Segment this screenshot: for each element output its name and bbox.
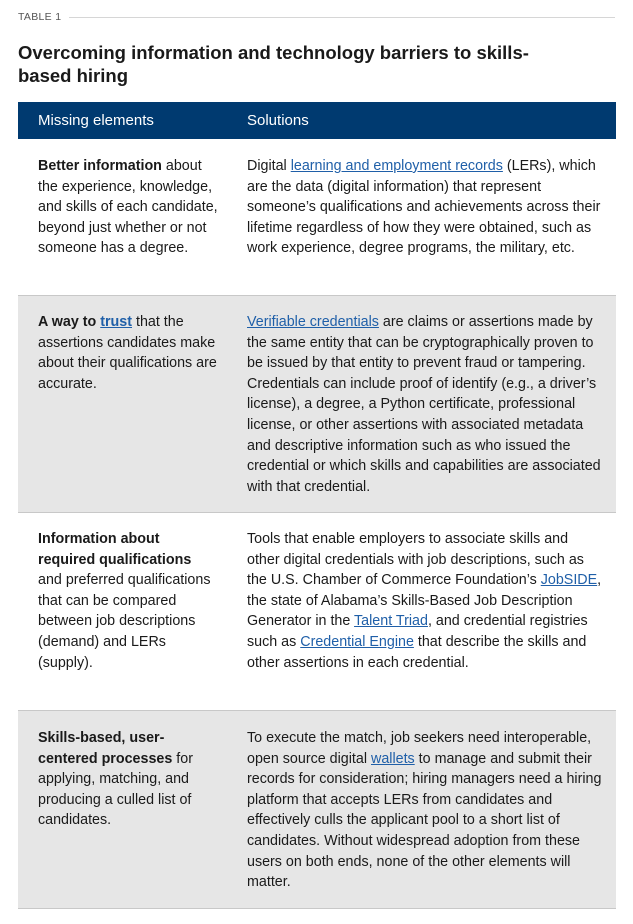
- row-solution-text: Tools that enable employers to associate skills and other digital credentials with job descriptions, such as the U.S. Chamber of Commerce Foundation’s: [247, 531, 584, 589]
- table-label: TABLE 1: [18, 11, 62, 23]
- row-solution-text: To execute the match, job seekers need interoperable, open source digital: [247, 730, 592, 767]
- table-title: Overcoming information and technology barriers to skills-based hiring: [18, 42, 529, 86]
- header-missing-elements: Missing elements: [38, 112, 154, 129]
- row-missing-element-text: and preferred qualifications that can be compared between job descriptions (demand) and LERs (supply).: [38, 572, 211, 671]
- table-label-row: [18, 11, 615, 23]
- row-missing-element: [38, 312, 218, 394]
- row-solution-text: are claims or assertions made by the same entity that can be cryptographically proven to be issued by that entity to prevent fraud or tampering. Credentials can include proof of identify (e.g., a driver’s license), a degree, a Python certificate, professional license, or other assertions with associated metadata and descriptive information such as who issued the credential or which skills and capabilities are associated with that credential.: [247, 314, 601, 495]
- link-wallets[interactable]: wallets: [371, 750, 415, 767]
- row-solution: [247, 156, 603, 259]
- row-missing-element-text: that the assertions candidates make about their qualifications are accurate.: [38, 314, 217, 392]
- row-missing-element-bold: Better information: [38, 158, 162, 174]
- row-solution: [247, 728, 603, 893]
- row-solution-text: , the state of Alabama’s Skills-Based Job Description Generator in the: [247, 572, 602, 630]
- table-row: [18, 513, 616, 711]
- row-missing-element: [38, 728, 218, 831]
- row-missing-element: [38, 529, 218, 673]
- row-solution-text: Digital: [247, 158, 291, 174]
- barriers-table: [18, 102, 616, 909]
- label-divider: [69, 17, 615, 18]
- link-learning-employment-records[interactable]: learning and employment records: [290, 158, 503, 174]
- table-row: [18, 139, 616, 296]
- row-missing-element-bold: A way to: [38, 314, 101, 330]
- link-credential-engine[interactable]: Credential Engine: [300, 633, 414, 650]
- link-talent-triad[interactable]: Talent Triad: [354, 613, 428, 630]
- row-solution-text: to manage and submit their records for consideration; hiring managers need a hiring platform that accepts LERs from candidates and effectively culls the applicant pool to a short list of candidates. Without widespread adoption from these users on both ends, none of the other elements will matter.: [247, 750, 602, 891]
- row-solution: [247, 312, 603, 497]
- row-missing-element-bold: Skills-based, user-centered processes: [38, 730, 173, 767]
- table-header: [18, 102, 616, 139]
- row-solution-text: (LERs), which are the data (digital information) that represent someone’s qualifications and achievements across their lifetime regardless of how they were obtained, such as work experience, degree programs, the military, etc.: [247, 158, 601, 257]
- table-row: [18, 296, 616, 513]
- row-solution: [247, 529, 603, 673]
- link-jobside[interactable]: JobSIDE: [540, 572, 598, 589]
- link-trust[interactable]: trust: [100, 314, 133, 330]
- link-verifiable-credentials[interactable]: Verifiable credentials: [247, 314, 379, 330]
- row-missing-element-text: for applying, matching, and producing a culled list of candidates.: [38, 750, 193, 829]
- row-missing-element: [38, 156, 218, 259]
- row-missing-element-text: about the experience, knowledge, and skills of each candidate, beyond just whether or not someone has a degree.: [38, 158, 218, 257]
- table-row: [18, 711, 616, 909]
- row-solution-text: that describe the skills and other assertions in each credential.: [247, 633, 587, 671]
- row-solution-text: , and credential registries such as: [247, 613, 588, 650]
- row-missing-element-bold: Information about required qualifications: [38, 531, 192, 568]
- header-solutions: Solutions: [247, 112, 309, 129]
